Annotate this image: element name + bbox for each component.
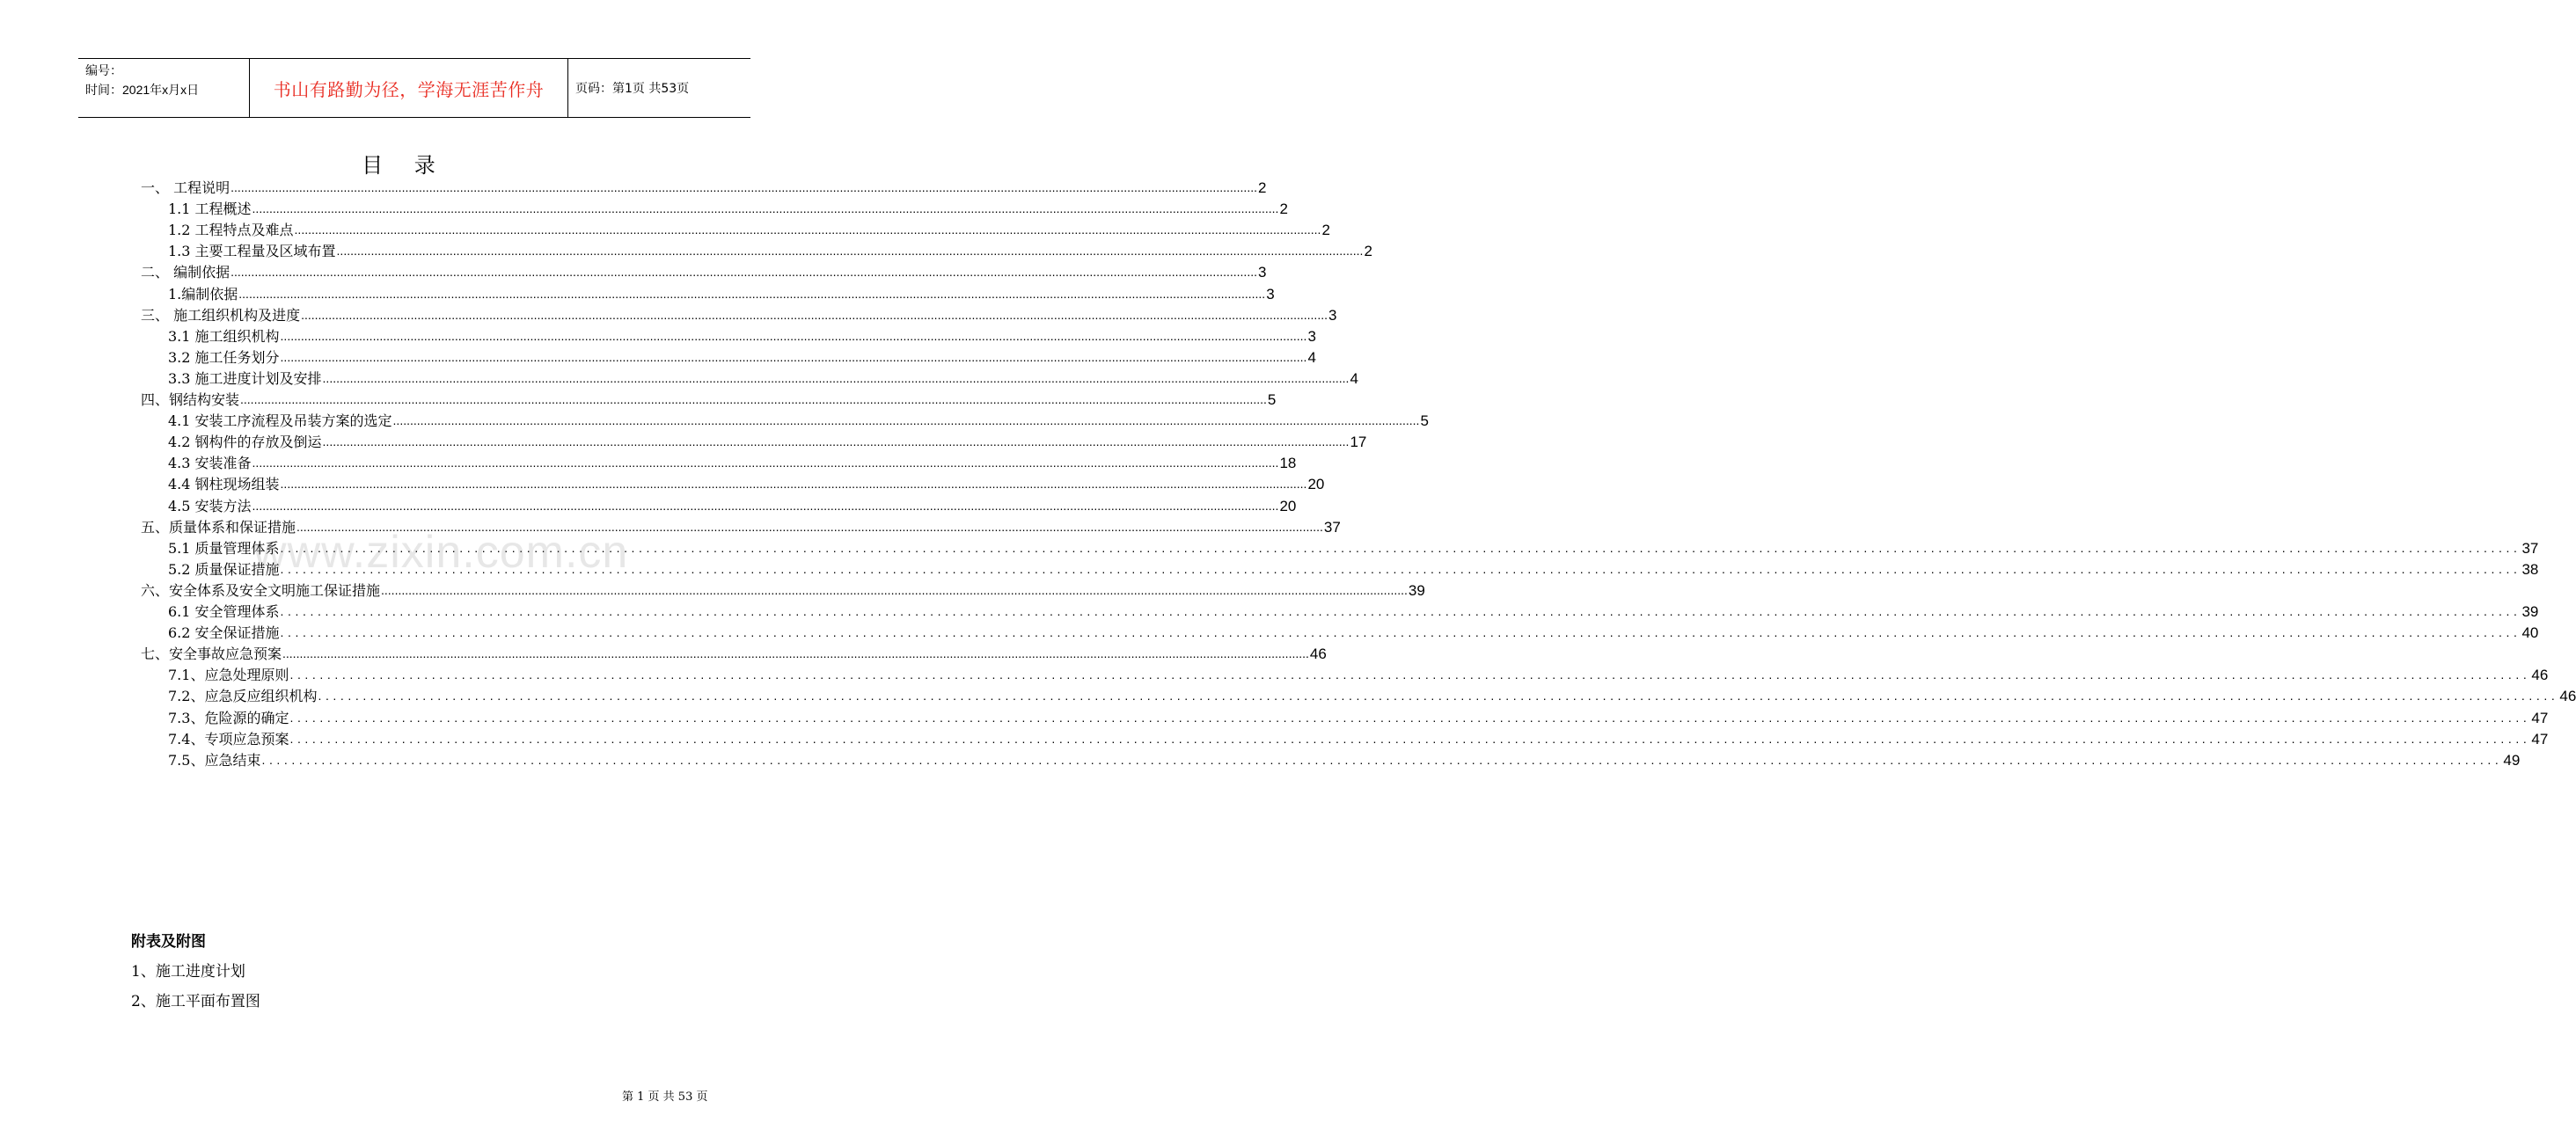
toc-entry-page: 3: [1307, 327, 1316, 345]
toc-entry-label: 4.5 安装方法: [168, 497, 252, 514]
toc-dot-leader: ............................................................................................................................................................................................................................................................................................................: [392, 413, 1420, 428]
toc-title: 目 录: [362, 153, 448, 178]
toc-entry[interactable]: [168, 200, 1288, 219]
toc-entry[interactable]: [168, 730, 2549, 749]
toc-entry-page: 2: [1279, 201, 1288, 218]
toc-dot-leader: ............................................................................................................................................................................................................................................................................................................: [261, 752, 2503, 767]
toc-entry-page: 2: [1321, 222, 1330, 239]
header-page-cell: [568, 59, 750, 117]
toc-entry[interactable]: [168, 624, 2539, 643]
watermark: www.zixin.com.cn: [253, 527, 629, 578]
appendix-title: 附表及附图: [131, 933, 206, 951]
toc-entry[interactable]: [168, 285, 1275, 304]
toc-entry-label: 1.2 工程特点及难点: [168, 222, 294, 239]
toc-dot-leader: ............................................................................................................................................................................................................................................................................................................: [296, 519, 1323, 534]
toc-entry-label: 一、 工程说明: [141, 179, 231, 196]
toc-entry-page: 2: [1364, 243, 1372, 260]
appendix-item: 1、施工进度计划: [131, 963, 245, 981]
toc-dot-leader: ............................................................................................................................................................................................................................................................................................................: [289, 731, 2531, 746]
toc-dot-leader: ............................................................................................................................................................................................................................................................................................................: [322, 370, 1350, 385]
toc-dot-leader: ............................................................................................................................................................................................................................................................................................................: [252, 201, 1279, 216]
toc-dot-leader: ............................................................................................................................................................................................................................................................................................................: [282, 646, 1309, 661]
toc-entry-label: 4.1 安装工序流程及吊装方案的选定: [168, 412, 392, 430]
toc-entry[interactable]: [141, 179, 1267, 198]
toc-entry[interactable]: [168, 242, 1372, 261]
toc-entry-label: 4.3 安装准备: [168, 455, 252, 472]
toc-entry-label: 5.2 质量保证措施: [168, 560, 280, 578]
toc-entry-page: 37: [1323, 518, 1341, 536]
toc-entry-page: 5: [1267, 391, 1277, 408]
toc-entry[interactable]: [168, 751, 2521, 770]
toc-entry-page: 20: [1307, 476, 1325, 493]
toc-dot-leader: ............................................................................................................................................................................................................................................................................................................: [322, 434, 1350, 449]
toc-entry[interactable]: [168, 348, 1316, 368]
toc-entry-page: 3: [1258, 264, 1267, 281]
toc-dot-leader: ............................................................................................................................................................................................................................................................................................................: [318, 689, 2559, 704]
toc-entry-page: 39: [1408, 581, 1425, 599]
toc-entry-label: 3.2 施工任务划分: [168, 348, 280, 366]
toc-entry-label: 6.2 安全保证措施: [168, 624, 280, 642]
appendix-item: 2、施工平面布置图: [131, 993, 260, 1010]
toc-dot-leader: ............................................................................................................................................................................................................................................................................................................: [280, 477, 1307, 492]
toc-entry-label: 7.4、专项应急预案: [168, 730, 289, 748]
toc-dot-leader: ............................................................................................................................................................................................................................................................................................................: [280, 625, 2521, 640]
toc-entry[interactable]: [141, 263, 1267, 282]
toc-entry[interactable]: [168, 602, 2539, 622]
toc-entry-page: 37: [2521, 539, 2539, 557]
toc-entry[interactable]: [168, 666, 2549, 685]
toc-entry[interactable]: [168, 475, 1325, 494]
toc-entry-label: 7.3、危险源的确定: [168, 709, 289, 726]
toc-entry[interactable]: [141, 581, 1425, 601]
toc-entry[interactable]: [141, 306, 1337, 325]
toc-entry-page: 38: [2521, 560, 2539, 578]
toc-dot-leader: ............................................................................................................................................................................................................................................................................................................: [336, 244, 1364, 259]
toc-entry-page: 3: [1266, 285, 1275, 303]
toc-entry-label: 7.1、应急处理原则: [168, 667, 289, 684]
toc-dot-leader: ............................................................................................................................................................................................................................................................................................................: [238, 286, 1266, 301]
toc-dot-leader: ............................................................................................................................................................................................................................................................................................................: [280, 561, 2521, 576]
toc-entry[interactable]: [168, 497, 1297, 516]
toc-dot-leader: ............................................................................................................................................................................................................................................................................................................: [381, 582, 1408, 597]
toc-entry-label: 1.3 主要工程量及区域布置: [168, 243, 336, 260]
toc-entry-page: 46: [1309, 645, 1327, 663]
toc-entry-page: 2: [1258, 179, 1267, 196]
toc-entry[interactable]: [168, 687, 2576, 706]
toc-entry-page: 5: [1420, 412, 1429, 430]
toc-entry[interactable]: [168, 412, 1429, 431]
toc-entry-page: 47: [2531, 730, 2549, 748]
toc-entry-page: 4: [1350, 369, 1358, 387]
toc-entry-label: 五、质量体系和保证措施: [141, 518, 296, 536]
toc-entry-page: 3: [1328, 306, 1337, 324]
toc-entry-label: 7.2、应急反应组织机构: [168, 688, 318, 705]
toc-dot-leader: ............................................................................................................................................................................................................................................................................................................: [280, 540, 2521, 555]
toc-dot-leader: ............................................................................................................................................................................................................................................................................................................: [280, 604, 2521, 618]
toc-dot-leader: ............................................................................................................................................................................................................................................................................................................: [252, 498, 1279, 513]
toc-entry[interactable]: [141, 645, 1327, 664]
toc-entry-label: 4.4 钢柱现场组装: [168, 476, 280, 493]
toc-dot-leader: ............................................................................................................................................................................................................................................................................................................: [301, 307, 1328, 322]
toc-entry-page: 40: [2521, 624, 2539, 642]
toc-entry[interactable]: [141, 390, 1277, 410]
toc-entry[interactable]: [168, 327, 1316, 346]
toc-entry-label: 四、钢结构安装: [141, 391, 240, 408]
toc-entry-page: 39: [2521, 603, 2539, 620]
toc-entry[interactable]: [168, 560, 2539, 580]
toc-entry[interactable]: [168, 454, 1297, 473]
header-meta-cell: [78, 59, 250, 117]
toc-entry[interactable]: [168, 539, 2539, 558]
header-motto-cell: [250, 59, 568, 117]
toc-dot-leader: ............................................................................................................................................................................................................................................................................................................: [280, 328, 1307, 343]
toc-dot-leader: ............................................................................................................................................................................................................................................................................................................: [280, 349, 1307, 364]
toc-entry[interactable]: [168, 709, 2549, 728]
toc-entry[interactable]: [168, 369, 1358, 389]
toc-entry-page: 4: [1307, 348, 1316, 366]
toc-entry[interactable]: [168, 433, 1367, 452]
toc-entry-page: 46: [2559, 688, 2576, 705]
toc-entry-label: 七、安全事故应急预案: [141, 645, 282, 663]
header-page-info: 页码：第1页 共53页: [575, 82, 690, 96]
document-number-label: 编号：: [85, 63, 122, 77]
toc-entry-label: 二、 编制依据: [141, 264, 231, 281]
toc-entry-page: 20: [1279, 497, 1297, 514]
toc-entry-page: 46: [2531, 667, 2549, 684]
toc-entry-page: 17: [1350, 434, 1367, 451]
toc-entry-label: 六、安全体系及安全文明施工保证措施: [141, 581, 381, 599]
footer-page-info: 第 1 页 共 53 页: [622, 1090, 708, 1104]
toc-entry-label: 3.1 施工组织机构: [168, 327, 280, 345]
toc-entry-page: 49: [2503, 751, 2521, 769]
toc-entry-label: 6.1 安全管理体系: [168, 603, 280, 620]
toc-entry-label: 7.5、应急结束: [168, 751, 261, 769]
header-motto: 书山有路勤为径，学海无涯苦作舟: [273, 78, 545, 100]
toc-entry[interactable]: [141, 518, 1341, 537]
toc-dot-leader: ............................................................................................................................................................................................................................................................................................................: [240, 392, 1267, 406]
toc-dot-leader: ............................................................................................................................................................................................................................................................................................................: [289, 667, 2531, 682]
toc-entry-label: 3.3 施工进度计划及安排: [168, 369, 322, 387]
toc-entry-label: 4.2 钢构件的存放及倒运: [168, 434, 322, 451]
toc-dot-leader: ............................................................................................................................................................................................................................................................................................................: [231, 265, 1257, 280]
toc-entry-page: 18: [1279, 455, 1297, 472]
toc-entry[interactable]: [168, 221, 1330, 240]
toc-dot-leader: ............................................................................................................................................................................................................................................................................................................: [294, 222, 1321, 237]
document-header: [78, 58, 750, 118]
toc-dot-leader: ............................................................................................................................................................................................................................................................................................................: [289, 710, 2531, 725]
toc-dot-leader: ............................................................................................................................................................................................................................................................................................................: [252, 456, 1279, 470]
toc-dot-leader: ............................................................................................................................................................................................................................................................................................................: [231, 180, 1257, 194]
toc-entry-page: 47: [2531, 709, 2549, 726]
toc-entry-label: 1.编制依据: [168, 285, 238, 303]
document-time-label: 时间：2021年x月x日: [85, 83, 200, 97]
toc-entry-label: 三、 施工组织机构及进度: [141, 306, 301, 324]
toc-entry-label: 5.1 质量管理体系: [168, 539, 280, 557]
toc-entry-label: 1.1 工程概述: [168, 201, 252, 218]
